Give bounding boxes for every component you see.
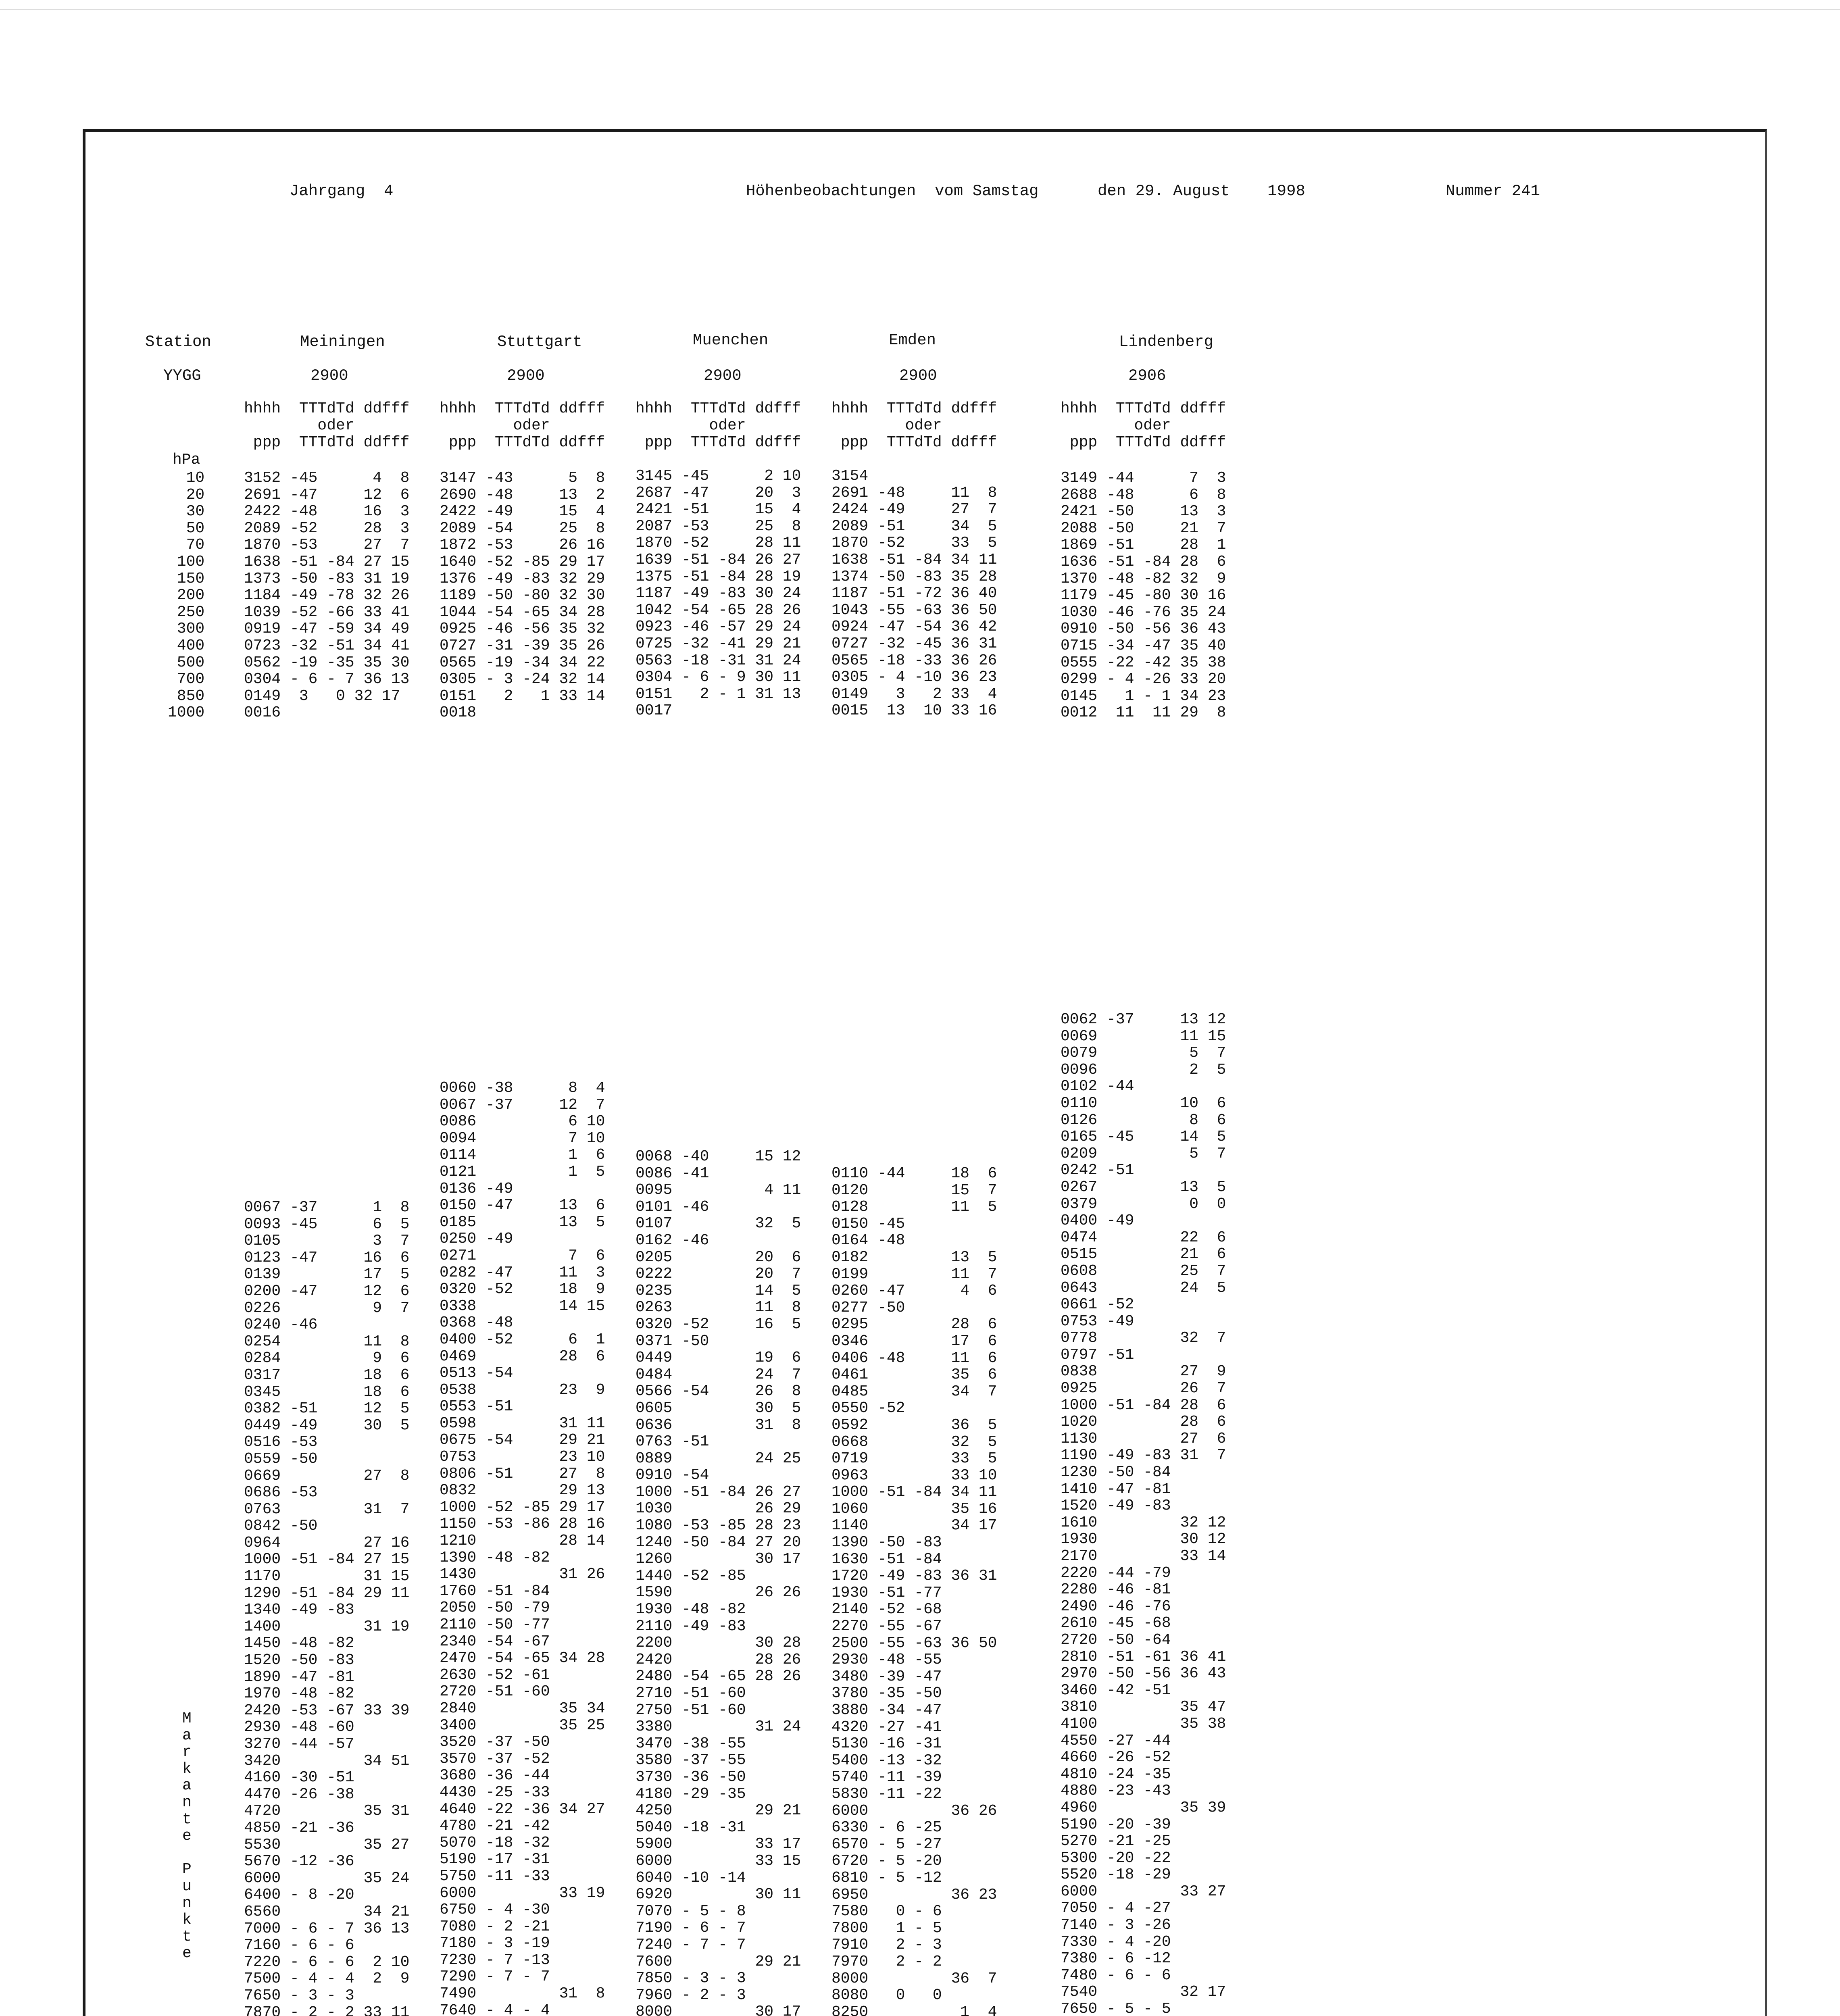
hpa-label: hPa xyxy=(173,451,200,469)
significant-points-label: M a r k a n t e P u n k t e xyxy=(182,1710,192,1962)
pressure-level-labels: 10 20 30 50 70 100 150 200 250 300 400 500 700 850 1000 xyxy=(168,469,205,722)
report-title: Höhenbeobachtungen vom Samstag xyxy=(746,182,1039,200)
report-date: den 29. August 1998 xyxy=(1098,182,1305,200)
subheader-hhhh-stuttgart: hhhh TTTdTd ddfff xyxy=(440,400,605,417)
subheader-oder-lindenberg: oder xyxy=(1061,417,1171,434)
subheader-oder-emden: oder xyxy=(831,417,942,434)
station-name-stuttgart: Stuttgart xyxy=(497,333,582,351)
significant-points-meiningen: 0067 -37 1 8 0093 -45 6 5 0105 3 7 0123 -47 16 6 0139 17 5 0200 -47 12 6 0226 9 7 0240 -46 0254 11 8 0284 9 6 0317 18 6 0345 18 6 0382 -51 12 5 0449 -49 30 5 0516 -53 0559 -50 0669 27 8 0686 -53 0763 31 7 0842 -50 0964 27 16 1000 -51 -84 27 15 1170 31 15 1290 -51 -84 29 11 1340 -49 -83 1400 31 19 1450 -48 -82 1520 -50 -83 1890 -47 -81 1970 -48 -82 2420 -53 -67 33 39 2930 -48 -60 3270 -44 -57 3420 34 51 4160 -30 -51 4470 -26 -38 4720 35 31 4850 -21 -36 5530 35 27 5670 -12 -36 6000 35 24 6400 - 8 -20 6560 34 21 7000 - 6 - 7 36 13 7160 - 6 - 6 7220 - 6 - 6 2 10 7500 - 4 - 4 2 9 7650 - 3 - 3 7870 - 2 - 2 33 11 xyxy=(244,1199,410,2016)
significant-points-lindenberg: 0062 -37 13 12 0069 11 15 0079 5 7 0096 2 5 0102 -44 0110 10 6 0126 8 6 0165 -45 14 5 0209 5 7 0242 -51 0267 13 5 0379 0 0 0400 -49 0474 22 6 0515 21 6 0608 25 7 0643 24 5 0661 -52 0753 -49 0778 32 7 0797 -51 0838 27 9 0925 26 7 1000 -51 -84 28 6 1020 28 6 1130 27 6 1190 -49 -83 31 7 1230 -50 -84 1410 -47 -81 1520 -49 -83 1610 32 12 1930 30 12 2170 33 14 2220 -44 -79 2280 -46 -81 2490 -46 -76 2610 -45 -68 2720 -50 -64 2810 -51 -61 36 41 2970 -50 -56 36 43 3460 -42 -51 3810 35 47 4100 35 38 4550 -27 -44 4660 -26 -52 4810 -24 -35 4880 -23 -43 4960 35 39 5190 -20 -39 5270 -21 -25 5300 -20 -22 5520 -18 -29 6000 33 27 7050 - 4 -27 7140 - 3 -26 7330 - 4 -20 7380 - 6 -12 7480 - 6 - 6 7540 32 17 7650 - 5 - 5 xyxy=(1061,1011,1226,2016)
subheader-ppp-stuttgart: ppp TTTdTd ddfff xyxy=(440,434,605,451)
station-name-emden: Emden xyxy=(889,331,936,349)
subheader-ppp-lindenberg: ppp TTTdTd ddfff xyxy=(1061,434,1226,451)
yygg-muenchen: 2900 xyxy=(704,367,742,385)
std-levels-emden: 3154 2691 -48 11 8 2424 -49 27 7 2089 -51 34 5 1870 -52 33 5 1638 -51 -84 34 11 1374 -50 -83 35 28 1187 -51 -72 36 40 1043 -55 -63 36 50 0924 -47 -54 36 42 0727 -32 -45 36 31 0565 -18 -33 36 26 0305 - 4 -10 36 23 0149 3 2 33 4 0015 13 10 33 16 xyxy=(831,467,997,720)
station-label: Station xyxy=(145,333,211,351)
subheader-ppp-meiningen: ppp TTTdTd ddfff xyxy=(244,434,410,451)
significant-points-emden: 0110 -44 18 6 0120 15 7 0128 11 5 0150 -45 0164 -48 0182 13 5 0199 11 7 0260 -47 4 6 0277 -50 0295 28 6 0346 17 6 0406 -48 11 6 0461 35 6 0485 34 7 0550 -52 0592 36 5 0668 32 5 0719 33 5 0963 33 10 1000 -51 -84 34 11 1060 35 16 1140 34 17 1390 -50 -83 1630 -51 -84 1720 -49 -83 36 31 1930 -51 -77 2140 -52 -68 2270 -55 -67 2500 -55 -63 36 50 2930 -48 -55 3480 -39 -47 3780 -35 -50 3880 -34 -47 4320 -27 -41 5130 -16 -31 5400 -13 -32 5740 -11 -39 5830 -11 -22 6000 36 26 6330 - 6 -25 6570 - 5 -27 6720 - 5 -20 6810 - 5 -12 6950 36 23 7580 0 - 6 7800 1 - 5 7910 2 - 3 7970 2 - 2 8000 36 7 8080 0 0 8250 1 4 xyxy=(831,1165,997,2016)
subheader-hhhh-emden: hhhh TTTdTd ddfff xyxy=(831,400,997,417)
yygg-lindenberg: 2906 xyxy=(1128,367,1166,385)
std-levels-muenchen: 3145 -45 2 10 2687 -47 20 3 2421 -51 15 4 2087 -53 25 8 1870 -52 28 11 1639 -51 -84 26 27 1375 -51 -84 28 19 1187 -49 -83 30 24 1042 -54 -65 28 26 0923 -46 -57 29 24 0725 -32 -41 29 21 0563 -18 -31 31 24 0304 - 6 - 9 30 11 0151 2 - 1 31 13 0017 xyxy=(636,467,801,720)
significant-points-muenchen: 0068 -40 15 12 0086 -41 0095 4 11 0101 -46 0107 32 5 0162 -46 0205 20 6 0222 20 7 0235 14 5 0263 11 8 0320 -52 16 5 0371 -50 0449 19 6 0484 24 7 0566 -54 26 8 0605 30 5 0636 31 8 0763 -51 0889 24 25 0910 -54 1000 -51 -84 26 27 1030 26 29 1080 -53 -85 28 23 1240 -50 -84 27 20 1260 30 17 1440 -52 -85 1590 26 26 1930 -48 -82 2110 -49 -83 2200 30 28 2420 28 26 2480 -54 -65 28 26 2710 -51 -60 2750 -51 -60 3380 31 24 3470 -38 -55 3580 -37 -55 3730 -36 -50 4180 -29 -35 4250 29 21 5040 -18 -31 5900 33 17 6000 33 15 6040 -10 -14 6920 30 11 7070 - 5 - 8 7190 - 6 - 7 7240 - 7 - 7 7600 29 21 7850 - 3 - 3 7960 - 2 - 3 8000 30 17 xyxy=(636,1148,801,2016)
yygg-label: YYGG xyxy=(163,367,201,385)
subheader-oder-stuttgart: oder xyxy=(440,417,550,434)
subheader-ppp-muenchen: ppp TTTdTd ddfff xyxy=(636,434,801,451)
subheader-oder-muenchen: oder xyxy=(636,417,746,434)
std-levels-lindenberg: 3149 -44 7 3 2688 -48 6 8 2421 -50 13 3 2088 -50 21 7 1869 -51 28 1 1636 -51 -84 28 6 1370 -48 -82 32 9 1179 -45 -80 30 16 1030 -46 -76 35 24 0910 -50 -56 36 43 0715 -34 -47 35 40 0555 -22 -42 35 38 0299 - 4 -26 33 20 0145 1 - 1 34 23 0012 11 11 29 8 xyxy=(1061,469,1226,722)
station-name-muenchen: Muenchen xyxy=(693,331,769,349)
subheader-oder-meiningen: oder xyxy=(244,417,354,434)
std-levels-stuttgart: 3147 -43 5 8 2690 -48 13 2 2422 -49 15 4 2089 -54 25 8 1872 -53 26 16 1640 -52 -85 29 17 1376 -49 -83 32 29 1189 -50 -80 32 30 1044 -54 -65 34 28 0925 -46 -56 35 32 0727 -31 -39 35 26 0565 -19 -34 34 22 0305 - 3 -24 32 14 0151 2 1 33 14 0018 xyxy=(440,469,605,722)
station-name-lindenberg: Lindenberg xyxy=(1119,333,1214,351)
subheader-hhhh-muenchen: hhhh TTTdTd ddfff xyxy=(636,400,801,417)
yygg-stuttgart: 2900 xyxy=(507,367,545,385)
station-name-meiningen: Meiningen xyxy=(300,333,385,351)
yygg-meiningen: 2900 xyxy=(310,367,348,385)
yygg-emden: 2900 xyxy=(899,367,937,385)
jahrgang-label: Jahrgang 4 xyxy=(290,182,394,200)
subheader-hhhh-lindenberg: hhhh TTTdTd ddfff xyxy=(1061,400,1226,417)
subheader-ppp-emden: ppp TTTdTd ddfff xyxy=(831,434,997,451)
subheader-hhhh-meiningen: hhhh TTTdTd ddfff xyxy=(244,400,410,417)
std-levels-meiningen: 3152 -45 4 8 2691 -47 12 6 2422 -48 16 3 2089 -52 28 3 1870 -53 27 7 1638 -51 -84 27 15 1373 -50 -83 31 19 1184 -49 -78 32 26 1039 -52 -66 33 41 0919 -47 -59 34 49 0723 -32 -51 34 41 0562 -19 -35 35 30 0304 - 6 - 7 36 13 0149 3 0 32 17 0016 xyxy=(244,469,410,722)
issue-number: Nummer 241 xyxy=(1446,182,1540,200)
significant-points-stuttgart: 0060 -38 8 4 0067 -37 12 7 0086 6 10 0094 7 10 0114 1 6 0121 1 5 0136 -49 0150 -47 13 6 0185 13 5 0250 -49 0271 7 6 0282 -47 11 3 0320 -52 18 9 0338 14 15 0368 -48 0400 -52 6 1 0469 28 6 0513 -54 0538 23 9 0553 -51 0598 31 11 0675 -54 29 21 0753 23 10 0806 -51 27 8 0832 29 13 1000 -52 -85 29 17 1150 -53 -86 28 16 1210 28 14 1390 -48 -82 1430 31 26 1760 -51 -84 2050 -50 -79 2110 -50 -77 2340 -54 -67 2470 -54 -65 34 28 2630 -52 -61 2720 -51 -60 2840 35 34 3400 35 25 3520 -37 -50 3570 -37 -52 3680 -36 -44 4430 -25 -33 4640 -22 -36 34 27 4780 -21 -42 5070 -18 -32 5190 -17 -31 5750 -11 -33 6000 33 19 6750 - 4 -30 7080 - 2 -21 7180 - 3 -19 7230 - 7 -13 7290 - 7 - 7 7490 31 8 7640 - 4 - 4 xyxy=(440,1079,605,2016)
top-scan-rule xyxy=(0,9,1840,10)
